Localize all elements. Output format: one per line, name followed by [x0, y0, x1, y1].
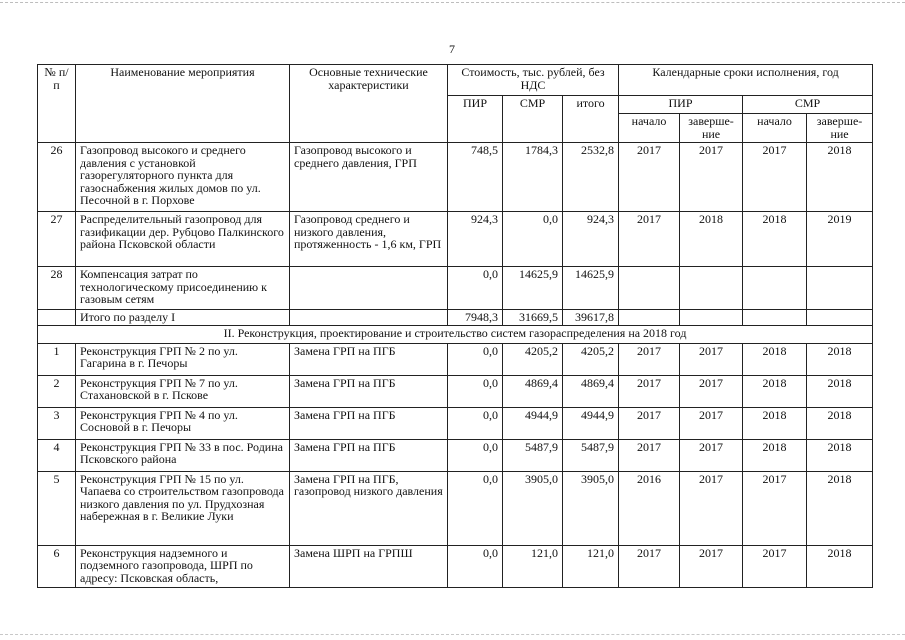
cell-smr-end: 2018: [807, 471, 873, 545]
cell-num: 2: [38, 375, 76, 407]
cell-smr-end: [807, 267, 873, 310]
cell-smr-end: 2019: [807, 212, 873, 267]
cell-pir-end: 2017: [680, 407, 743, 439]
subtotal-total: 39617,8: [563, 310, 619, 326]
cell-pir-end: 2017: [680, 343, 743, 375]
cell-pir-start: 2017: [619, 375, 680, 407]
header-smr: СМР: [503, 96, 563, 143]
cell-pir-end: 2017: [680, 439, 743, 471]
cell-pir-end: [680, 267, 743, 310]
cell-smr-end: 2018: [807, 545, 873, 587]
cell-empty: [680, 310, 743, 326]
table-row: [38, 267, 873, 310]
cell-empty: [38, 310, 76, 326]
cell-smr-end: 2018: [807, 439, 873, 471]
cell-smr: 4869,4: [503, 375, 563, 407]
cell-name: Реконструкция ГРП № 4 по ул. Сосновой в г. Печоры: [76, 407, 290, 439]
cell-pir: 0,0: [448, 439, 503, 471]
cell-pir: 0,0: [448, 343, 503, 375]
cell-smr-start: 2018: [743, 375, 807, 407]
header-total: итого: [563, 96, 619, 143]
cell-num: 3: [38, 407, 76, 439]
header-cost: Стоимость, тыс. рублей, без НДС: [448, 65, 619, 96]
cell-tech: Замена ШРП на ГРПШ: [290, 545, 448, 587]
top-dashed-line: [0, 2, 905, 3]
cell-pir: 924,3: [448, 212, 503, 267]
cell-name: Реконструкция ГРП № 15 по ул. Чапаева со строительством газопровода низкого давления по ул. Прудхозная набережная в г. Великие Луки: [76, 471, 290, 545]
cell-name: Распределительный газопровод для газификации дер. Рубцово Палкинского района Псковской области: [76, 212, 290, 267]
cell-pir: 748,5: [448, 143, 503, 212]
table-row: [38, 143, 873, 212]
cell-pir: 0,0: [448, 375, 503, 407]
cell-empty: [807, 310, 873, 326]
cell-empty: [619, 310, 680, 326]
cell-smr-start: 2018: [743, 439, 807, 471]
cell-tech: Замена ГРП на ПГБ: [290, 407, 448, 439]
cell-total: 3905,0: [563, 471, 619, 545]
header-pir-end: заверше-ние: [680, 114, 743, 143]
cell-smr-start: 2017: [743, 545, 807, 587]
cell-pir-end: 2017: [680, 471, 743, 545]
cell-smr-start: 2017: [743, 143, 807, 212]
cell-pir-start: 2017: [619, 545, 680, 587]
cell-smr: 4944,9: [503, 407, 563, 439]
cell-tech: [290, 267, 448, 310]
cell-name: Реконструкция ГРП № 7 по ул. Стахановской в г. Пскове: [76, 375, 290, 407]
cell-total: 14625,9: [563, 267, 619, 310]
subtotal-row: [38, 310, 873, 326]
cell-pir-start: 2017: [619, 212, 680, 267]
cell-pir-start: 2017: [619, 143, 680, 212]
cell-pir-start: 2017: [619, 343, 680, 375]
subtotal-smr: 31669,5: [503, 310, 563, 326]
header-tech: Основные технические характеристики: [290, 65, 448, 143]
cell-pir-start: 2017: [619, 439, 680, 471]
cell-name: Компенсация затрат по технологическому присоединению к газовым сетям: [76, 267, 290, 310]
cell-tech: Замена ГРП на ПГБ, газопровод низкого давления: [290, 471, 448, 545]
cell-tech: Газопровод высокого и среднего давления, ГРП: [290, 143, 448, 212]
cell-smr: 121,0: [503, 545, 563, 587]
cell-smr-start: 2018: [743, 407, 807, 439]
cell-smr-end: 2018: [807, 375, 873, 407]
bottom-dashed-line: [0, 634, 905, 635]
table-row: [38, 212, 873, 267]
cell-num: 1: [38, 343, 76, 375]
cell-num: 27: [38, 212, 76, 267]
cell-smr-start: 2018: [743, 212, 807, 267]
cell-smr-end: 2018: [807, 343, 873, 375]
cell-pir: 0,0: [448, 545, 503, 587]
cell-num: 26: [38, 143, 76, 212]
table-row: [38, 545, 873, 587]
header-pir-start: начало: [619, 114, 680, 143]
subtotal-pir: 7948,3: [448, 310, 503, 326]
cell-smr-start: 2018: [743, 343, 807, 375]
cell-pir-end: 2017: [680, 375, 743, 407]
table-row: [38, 439, 873, 471]
cell-total: 121,0: [563, 545, 619, 587]
header-calendar: Календарные сроки исполнения, год: [619, 65, 873, 96]
cell-smr: 0,0: [503, 212, 563, 267]
cell-name: Газопровод высокого и среднего давления с установкой газорегуляторного пункта для газоснабжения жилых домов по ул. Песочной в г. Порхове: [76, 143, 290, 212]
header-name: Наименование мероприятия: [76, 65, 290, 143]
cell-smr-end: 2018: [807, 407, 873, 439]
cell-total: 5487,9: [563, 439, 619, 471]
table-row: [38, 375, 873, 407]
subtotal-label: Итого по разделу I: [76, 310, 290, 326]
cell-smr: 4205,2: [503, 343, 563, 375]
header-smr-start: начало: [743, 114, 807, 143]
measures-table: [37, 64, 873, 588]
cell-empty: [290, 310, 448, 326]
cell-pir: 0,0: [448, 471, 503, 545]
cell-tech: Замена ГРП на ПГБ: [290, 439, 448, 471]
cell-pir-end: 2017: [680, 545, 743, 587]
cell-total: 924,3: [563, 212, 619, 267]
cell-name: Реконструкция надземного и подземного газопровода, ШРП по адресу: Псковская область,: [76, 545, 290, 587]
table-row: [38, 343, 873, 375]
header-cal-pir: ПИР: [619, 96, 743, 114]
cell-name: Реконструкция ГРП № 2 по ул. Гагарина в г. Печоры: [76, 343, 290, 375]
cell-tech: Газопровод среднего и низкого давления, протяженность - 1,6 км, ГРП: [290, 212, 448, 267]
cell-tech: Замена ГРП на ПГБ: [290, 343, 448, 375]
cell-num: 6: [38, 545, 76, 587]
cell-smr-start: 2017: [743, 471, 807, 545]
header-smr-end: заверше-ние: [807, 114, 873, 143]
cell-pir: 0,0: [448, 407, 503, 439]
section-title: II. Реконструкция, проектирование и строительство систем газораспределения на 2018 год: [38, 325, 873, 343]
cell-smr: 3905,0: [503, 471, 563, 545]
cell-total: 2532,8: [563, 143, 619, 212]
cell-total: 4205,2: [563, 343, 619, 375]
table-row: [38, 407, 873, 439]
cell-empty: [743, 310, 807, 326]
cell-pir: 0,0: [448, 267, 503, 310]
cell-num: 4: [38, 439, 76, 471]
table-row: [38, 471, 873, 545]
cell-total: 4944,9: [563, 407, 619, 439]
cell-smr-end: 2018: [807, 143, 873, 212]
cell-pir-start: [619, 267, 680, 310]
cell-tech: Замена ГРП на ПГБ: [290, 375, 448, 407]
cell-name: Реконструкция ГРП № 33 в пос. Родина Псковского района: [76, 439, 290, 471]
page-number: 7: [449, 42, 455, 56]
cell-pir-start: 2017: [619, 407, 680, 439]
header-num: № п/п: [38, 65, 76, 143]
cell-total: 4869,4: [563, 375, 619, 407]
cell-smr-start: [743, 267, 807, 310]
cell-smr: 14625,9: [503, 267, 563, 310]
cell-num: 5: [38, 471, 76, 545]
header-cal-smr: СМР: [743, 96, 873, 114]
cell-pir-end: 2017: [680, 143, 743, 212]
cell-pir-end: 2018: [680, 212, 743, 267]
cell-pir-start: 2016: [619, 471, 680, 545]
header-pir: ПИР: [448, 96, 503, 143]
cell-smr: 5487,9: [503, 439, 563, 471]
cell-num: 28: [38, 267, 76, 310]
cell-smr: 1784,3: [503, 143, 563, 212]
